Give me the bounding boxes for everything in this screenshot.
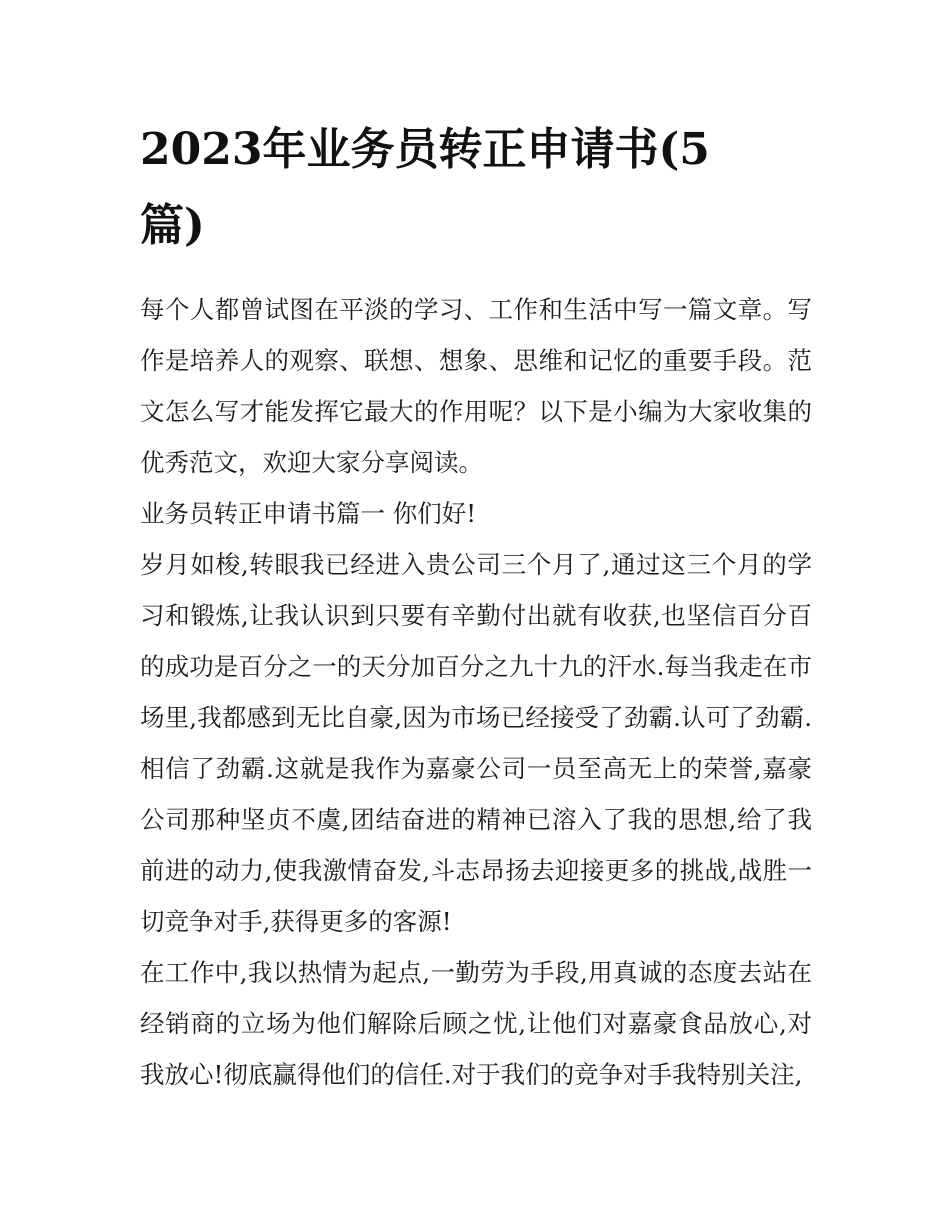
paragraph-heading-part-one: 业务员转正申请书篇一 你们好! <box>140 499 477 528</box>
paragraph-intro: 每个人都曾试图在平淡的学习、工作和生活中写一篇文章。写作是培养人的观察、联想、想象、思维和记忆的重要手段。范文怎么写才能发挥它最大的作用呢？以下是小编为大家收集的优秀范文，欢迎大家分享阅读。 <box>140 295 812 477</box>
document-title: 2023年业务员转正申请书(5篇) <box>140 124 710 251</box>
paragraph-body-2: 在工作中,我以热情为起点,一勤劳为手段,用真诚的态度去站在经销商的立场为他们解除后顾之忧,让他们对嘉豪食品放心,对我放心!彻底赢得他们的信任.对于我们的竞争对手我特别关注, <box>140 958 812 1089</box>
document-content <box>140 112 812 1100</box>
paragraph-body-1: 岁月如梭,转眼我已经进入贵公司三个月了,通过这三个月的学习和锻炼,让我认识到只要有辛勤付出就有收获,也坚信百分百的成功是百分之一的天分加百分之九十九的汗水.每当我走在市场里,我都感到无比自豪,因为市场已经接受了劲霸.认可了劲霸.相信了劲霸.这就是我作为嘉豪公司一员至高无上的荣誉,嘉豪公司那种坚贞不虞,团结奋进的精神已溶入了我的思想,给了我前进的动力,使我激情奋发,斗志昂扬去迎接更多的挑战,战胜一切竞争对手,获得更多的客源! <box>140 550 812 936</box>
document-body <box>140 284 812 1100</box>
